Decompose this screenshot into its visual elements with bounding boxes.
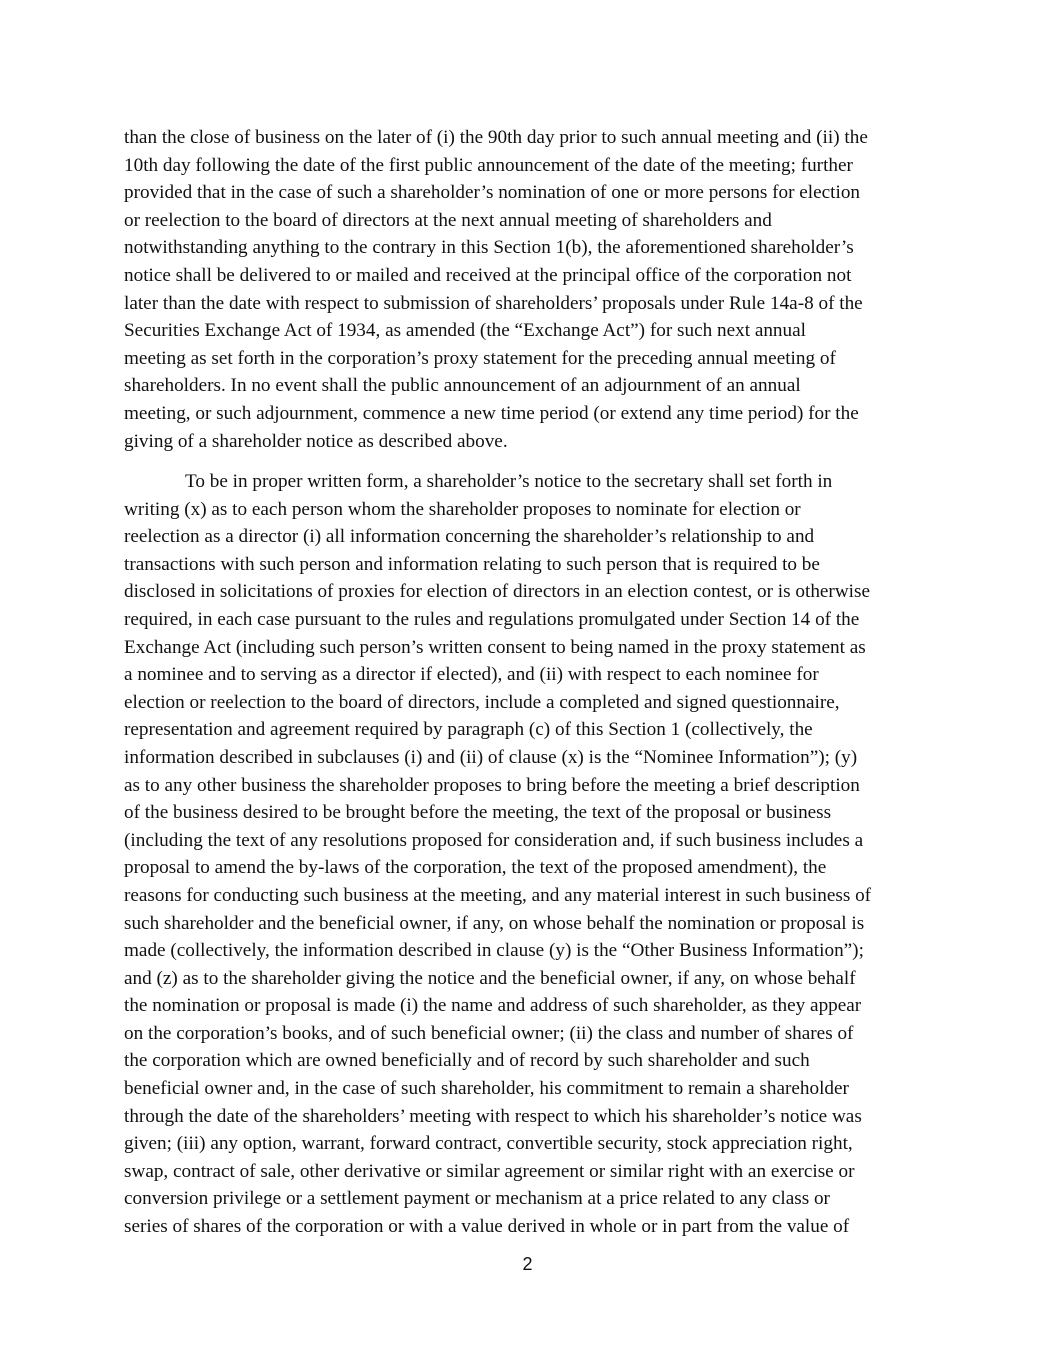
paragraph-first-line: To be in proper written form, a shareholder’s notice to the secretary shall set forth in xyxy=(185,471,833,492)
paragraph-1 xyxy=(124,124,936,455)
paragraph-line: proposal to amend the by-laws of the corporation, the text of the proposed amendment), the xyxy=(124,857,827,879)
paragraph-line: representation and agreement required by paragraph (c) of this Section 1 (collectively, the xyxy=(124,719,813,741)
page-number: 2 xyxy=(522,1254,533,1274)
paragraph-line: meeting as set forth in the corporation’s proxy statement for the preceding annual meeting of xyxy=(124,347,836,369)
paragraph-line: and (z) as to the shareholder giving the notice and the beneficial owner, if any, on whose behalf xyxy=(124,967,856,989)
paragraph-line: Securities Exchange Act of 1934, as amended (the “Exchange Act”) for such next annual xyxy=(124,320,806,342)
paragraph-line: later than the date with respect to submission of shareholders’ proposals under Rule 14a-8 of the xyxy=(124,292,863,314)
paragraph-line: provided that in the case of such a shareholder’s nomination of one or more persons for election xyxy=(124,182,861,204)
paragraph-line: disclosed in solicitations of proxies for election of directors in an election contest, or is otherwise xyxy=(124,581,870,603)
paragraph-line: shareholders. In no event shall the public announcement of an adjournment of an annual xyxy=(124,375,801,397)
paragraph-line: information described in subclauses (i) and (ii) of clause (x) is the “Nominee Information”); (y) xyxy=(124,746,858,768)
paragraph-line: reasons for conducting such business at the meeting, and any material interest in such business of xyxy=(124,884,872,906)
paragraph-line: as to any other business the shareholder proposes to bring before the meeting a brief description xyxy=(124,774,860,796)
paragraph-line: or reelection to the board of directors at the next annual meeting of shareholders and xyxy=(124,209,772,231)
paragraph-line: transactions with such person and information relating to such person that is required to be xyxy=(124,553,820,575)
paragraph-line: given; (iii) any option, warrant, forward contract, convertible security, stock appreciation right, xyxy=(124,1133,853,1155)
paragraph-line: made (collectively, the information described in clause (y) is the “Other Business Information”); xyxy=(124,940,864,962)
paragraph-line: (including the text of any resolutions proposed for consideration and, if such business includes a xyxy=(124,829,864,851)
paragraph-line: 10th day following the date of the first public announcement of the date of the meeting; further xyxy=(124,154,853,176)
paragraph-line: a nominee and to serving as a director if elected), and (ii) with respect to each nominee for xyxy=(124,664,819,686)
paragraph-line: meeting, or such adjournment, commence a new time period (or extend any time period) for the xyxy=(124,402,859,424)
paragraph-line: notice shall be delivered to or mailed and received at the principal office of the corporation not xyxy=(124,264,852,286)
paragraph-line: writing (x) as to each person whom the shareholder proposes to nominate for election or xyxy=(124,498,801,520)
paragraph-line: on the corporation’s books, and of such beneficial owner; (ii) the class and number of shares of xyxy=(124,1022,854,1044)
paragraph-line: election or reelection to the board of directors, include a completed and signed questionnaire, xyxy=(124,691,840,713)
paragraph-line: through the date of the shareholders’ meeting with respect to which his shareholder’s notice was xyxy=(124,1105,862,1127)
paragraph-line: such shareholder and the beneficial owner, if any, on whose behalf the nomination or proposal is xyxy=(124,912,865,934)
paragraph-line: the corporation which are owned beneficially and of record by such shareholder and such xyxy=(124,1050,810,1072)
paragraph-line: the nomination or proposal is made (i) the name and address of such shareholder, as they appear xyxy=(124,995,862,1017)
paragraph-line: swap, contract of sale, other derivative or similar agreement or similar right with an exercise or xyxy=(124,1160,855,1182)
paragraph-line: conversion privilege or a settlement payment or mechanism at a price related to any class or xyxy=(124,1188,830,1210)
paragraph-line: notwithstanding anything to the contrary in this Section 1(b), the aforementioned shareholder’s xyxy=(124,237,854,259)
paragraph-line: Exchange Act (including such person’s written consent to being named in the proxy statement as xyxy=(124,636,866,658)
paragraph-2 xyxy=(124,468,936,1241)
paragraph-line: giving of a shareholder notice as described above. xyxy=(124,430,508,452)
paragraph-line: of the business desired to be brought before the meeting, the text of the proposal or business xyxy=(124,802,832,824)
paragraph-line: beneficial owner and, in the case of such shareholder, his commitment to remain a shareholder xyxy=(124,1078,849,1100)
paragraph-line: reelection as a director (i) all information concerning the shareholder’s relationship to and xyxy=(124,526,815,548)
paragraph-line: series of shares of the corporation or with a value derived in whole or in part from the value of xyxy=(124,1216,850,1238)
paragraph-line: than the close of business on the later of (i) the 90th day prior to such annual meeting and (ii) the xyxy=(124,127,868,148)
paragraph-line: required, in each case pursuant to the rules and regulations promulgated under Section 14 of the xyxy=(124,608,860,630)
